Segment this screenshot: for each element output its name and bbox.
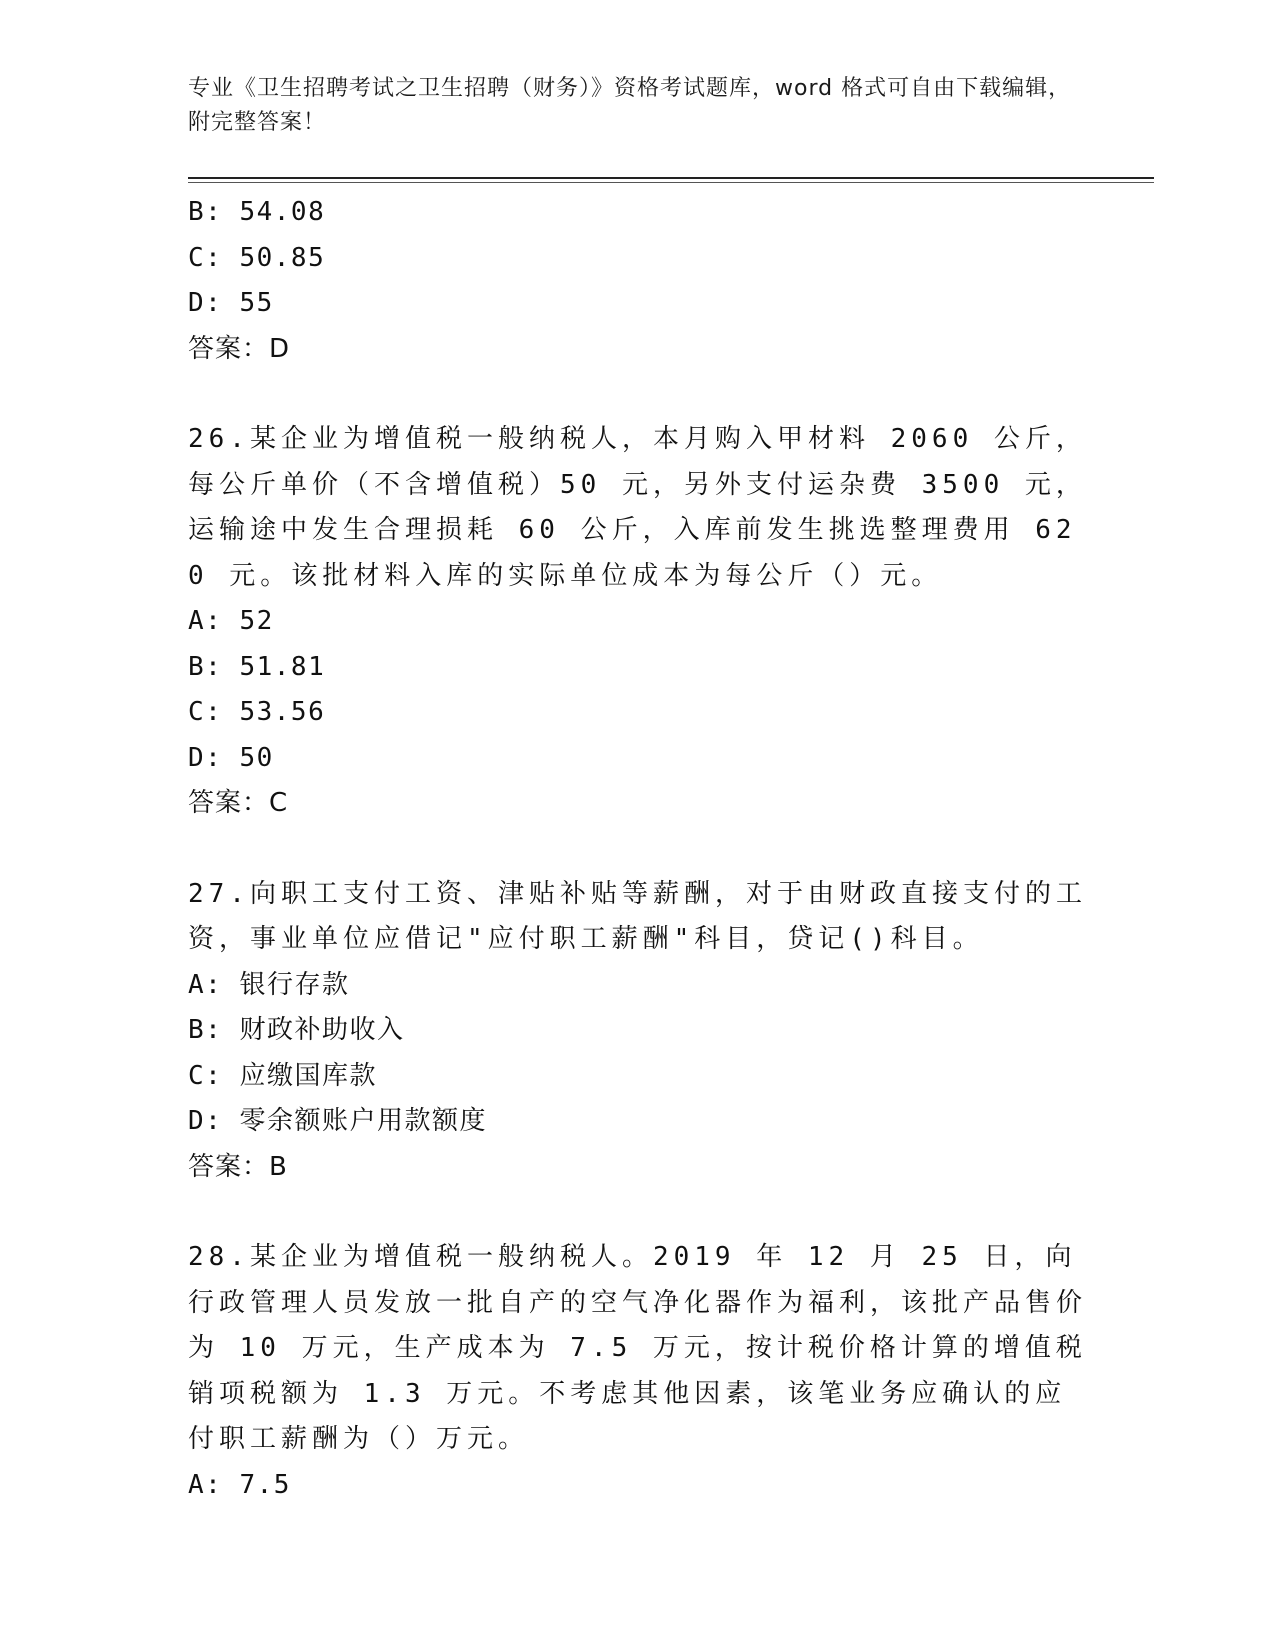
option-d: D: 50 <box>188 742 274 773</box>
option-a: A: 银行存款 <box>188 969 350 1000</box>
option-b: B: 财政补助收入 <box>188 1015 405 1045</box>
header-rule-thin <box>188 182 1154 183</box>
header-rule-thick <box>188 177 1154 179</box>
question-28 <box>188 1235 1088 1508</box>
answer-line: 答案：D <box>188 333 291 364</box>
option-b: B: 51.81 <box>188 651 326 682</box>
option-d: D: 55 <box>188 288 274 318</box>
question-content <box>188 190 1088 1508</box>
option-c: C: 53.56 <box>188 697 326 727</box>
question-26 <box>188 417 1088 827</box>
document-header: 专业《卫生招聘考试之卫生招聘（财务）》资格考试题库，word 格式可自由下载编辑，附完整答案！ <box>188 76 1072 135</box>
option-a: A: 7.5 <box>188 1469 291 1500</box>
question-27 <box>188 872 1088 1191</box>
answer-line: 答案：C <box>188 788 289 818</box>
option-a: A: 52 <box>188 606 274 636</box>
option-c: C: 50.85 <box>188 242 326 273</box>
option-d: D: 零余额账户用款额度 <box>188 1106 487 1136</box>
question-stem: 26.某企业为增值税一般纳税人，本月购入甲材料 2060 公斤，每公斤单价（不含增值税）50 元，另外支付运杂费 3500 元，运输途中发生合理损耗 60 公斤，入库前发生挑选整理费用 620 元。该批材料入库的实际单位成本为每公斤（）元。 <box>188 424 1087 591</box>
previous-question-tail <box>188 190 1088 372</box>
question-stem: 28.某企业为增值税一般纳税人。2019 年 12 月 25 日，向行政管理人员发放一批自产的空气净化器作为福利，该批产品售价为 10 万元，生产成本为 7.5 万元，按计税价格计算的增值税销项税额为 1.3 万元。不考虑其他因素，该笔业务应确认的应付职工薪酬为（）万元。 <box>188 1242 1088 1454</box>
question-stem: 27.向职工支付工资、津贴补贴等薪酬，对于由财政直接支付的工资，事业单位应借记"应付职工薪酬"科目，贷记()科目。 <box>188 878 1087 954</box>
option-b: B: 54.08 <box>188 197 326 227</box>
option-c: C: 应缴国库款 <box>188 1060 377 1091</box>
answer-line: 答案：B <box>188 1151 288 1182</box>
